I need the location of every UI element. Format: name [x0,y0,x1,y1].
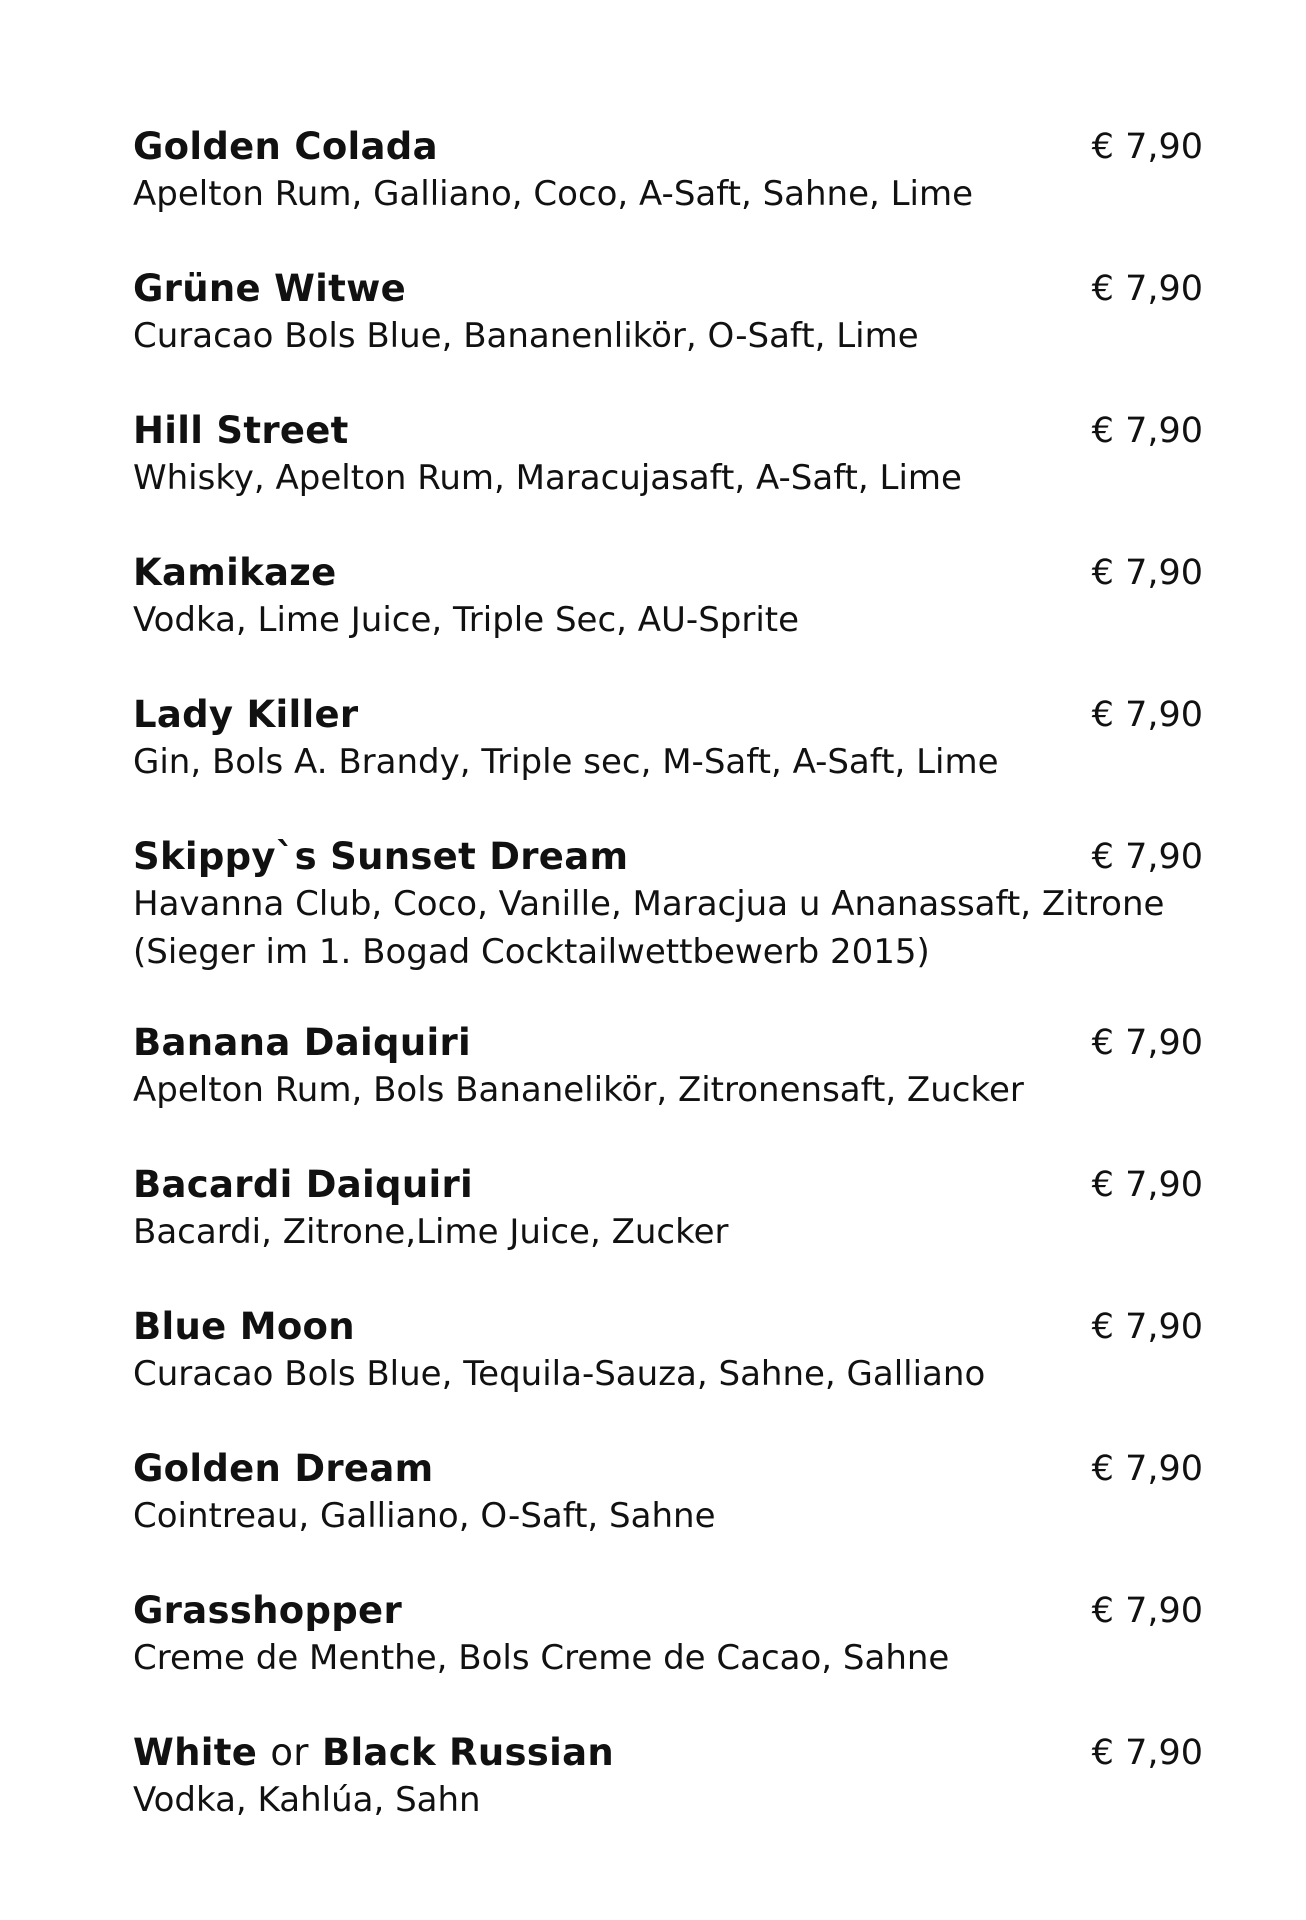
cocktail-menu [133,124,1203,1872]
item-name: Bacardi Daiquiri [133,1163,473,1206]
menu-item-blue-moon [133,1304,1203,1398]
item-name-connector: or [270,1731,309,1774]
item-name-part-black-russian: Black Russian [321,1731,614,1774]
item-ingredients: Creme de Menthe, Bols Creme de Cacao, Sahne [133,1638,950,1678]
item-ingredients: Apelton Rum, Galliano, Coco, A-Saft, Sahne, Lime [133,174,974,214]
menu-item-gruene-witwe [133,266,1203,360]
item-name: Kamikaze [133,551,337,594]
item-price: € 7,90 [1091,1449,1203,1489]
item-name: Skippy`s Sunset Dream [133,835,629,878]
menu-item-golden-colada [133,124,1203,218]
item-name: Blue Moon [133,1305,355,1348]
menu-item-grasshopper [133,1588,1203,1682]
item-price: € 7,90 [1091,411,1203,451]
item-price: € 7,90 [1091,553,1203,593]
item-name: Hill Street [133,409,349,452]
item-note: (Sieger im 1. Bogad Cocktailwettbewerb 2015) [133,932,930,972]
menu-item-golden-dream [133,1446,1203,1540]
item-price: € 7,90 [1091,1733,1203,1773]
item-price: € 7,90 [1091,1023,1203,1063]
item-ingredients: Apelton Rum, Bols Bananelikör, Zitronensaft, Zucker [133,1070,1024,1110]
item-price: € 7,90 [1091,1591,1203,1631]
item-ingredients: Vodka, Kahlúa, Sahn [133,1780,481,1820]
item-name-part-white: White [133,1731,258,1774]
item-ingredients: Curacao Bols Blue, Tequila-Sauza, Sahne, Galliano [133,1354,986,1394]
menu-item-kamikaze [133,550,1203,644]
menu-item-hill-street [133,408,1203,502]
item-price: € 7,90 [1091,695,1203,735]
menu-item-banana-daiquiri [133,1020,1203,1114]
item-name: Grasshopper [133,1589,403,1632]
item-ingredients: Curacao Bols Blue, Bananenlikör, O-Saft, Lime [133,316,919,356]
item-price: € 7,90 [1091,269,1203,309]
item-name [133,1730,1203,1776]
item-ingredients: Bacardi, Zitrone,Lime Juice, Zucker [133,1212,729,1252]
item-name: Lady Killer [133,693,359,736]
item-price: € 7,90 [1091,1165,1203,1205]
item-name: Grüne Witwe [133,267,407,310]
item-name: Golden Colada [133,125,438,168]
menu-item-lady-killer [133,692,1203,786]
item-name: Banana Daiquiri [133,1021,471,1064]
item-ingredients: Cointreau, Galliano, O-Saft, Sahne [133,1496,716,1536]
item-price: € 7,90 [1091,837,1203,877]
item-ingredients: Gin, Bols A. Brandy, Triple sec, M-Saft, A-Saft, Lime [133,742,999,782]
item-ingredients: Whisky, Apelton Rum, Maracujasaft, A-Saft, Lime [133,458,962,498]
menu-item-white-or-black-russian [133,1730,1203,1824]
menu-item-bacardi-daiquiri [133,1162,1203,1256]
item-name: Golden Dream [133,1447,434,1490]
item-ingredients: Vodka, Lime Juice, Triple Sec, AU-Sprite [133,600,800,640]
item-price: € 7,90 [1091,127,1203,167]
menu-item-skippys-sunset-dream [133,834,1203,976]
item-ingredients: Havanna Club, Coco, Vanille, Maracjua u Ananassaft, Zitrone [133,884,1165,924]
item-price: € 7,90 [1091,1307,1203,1347]
